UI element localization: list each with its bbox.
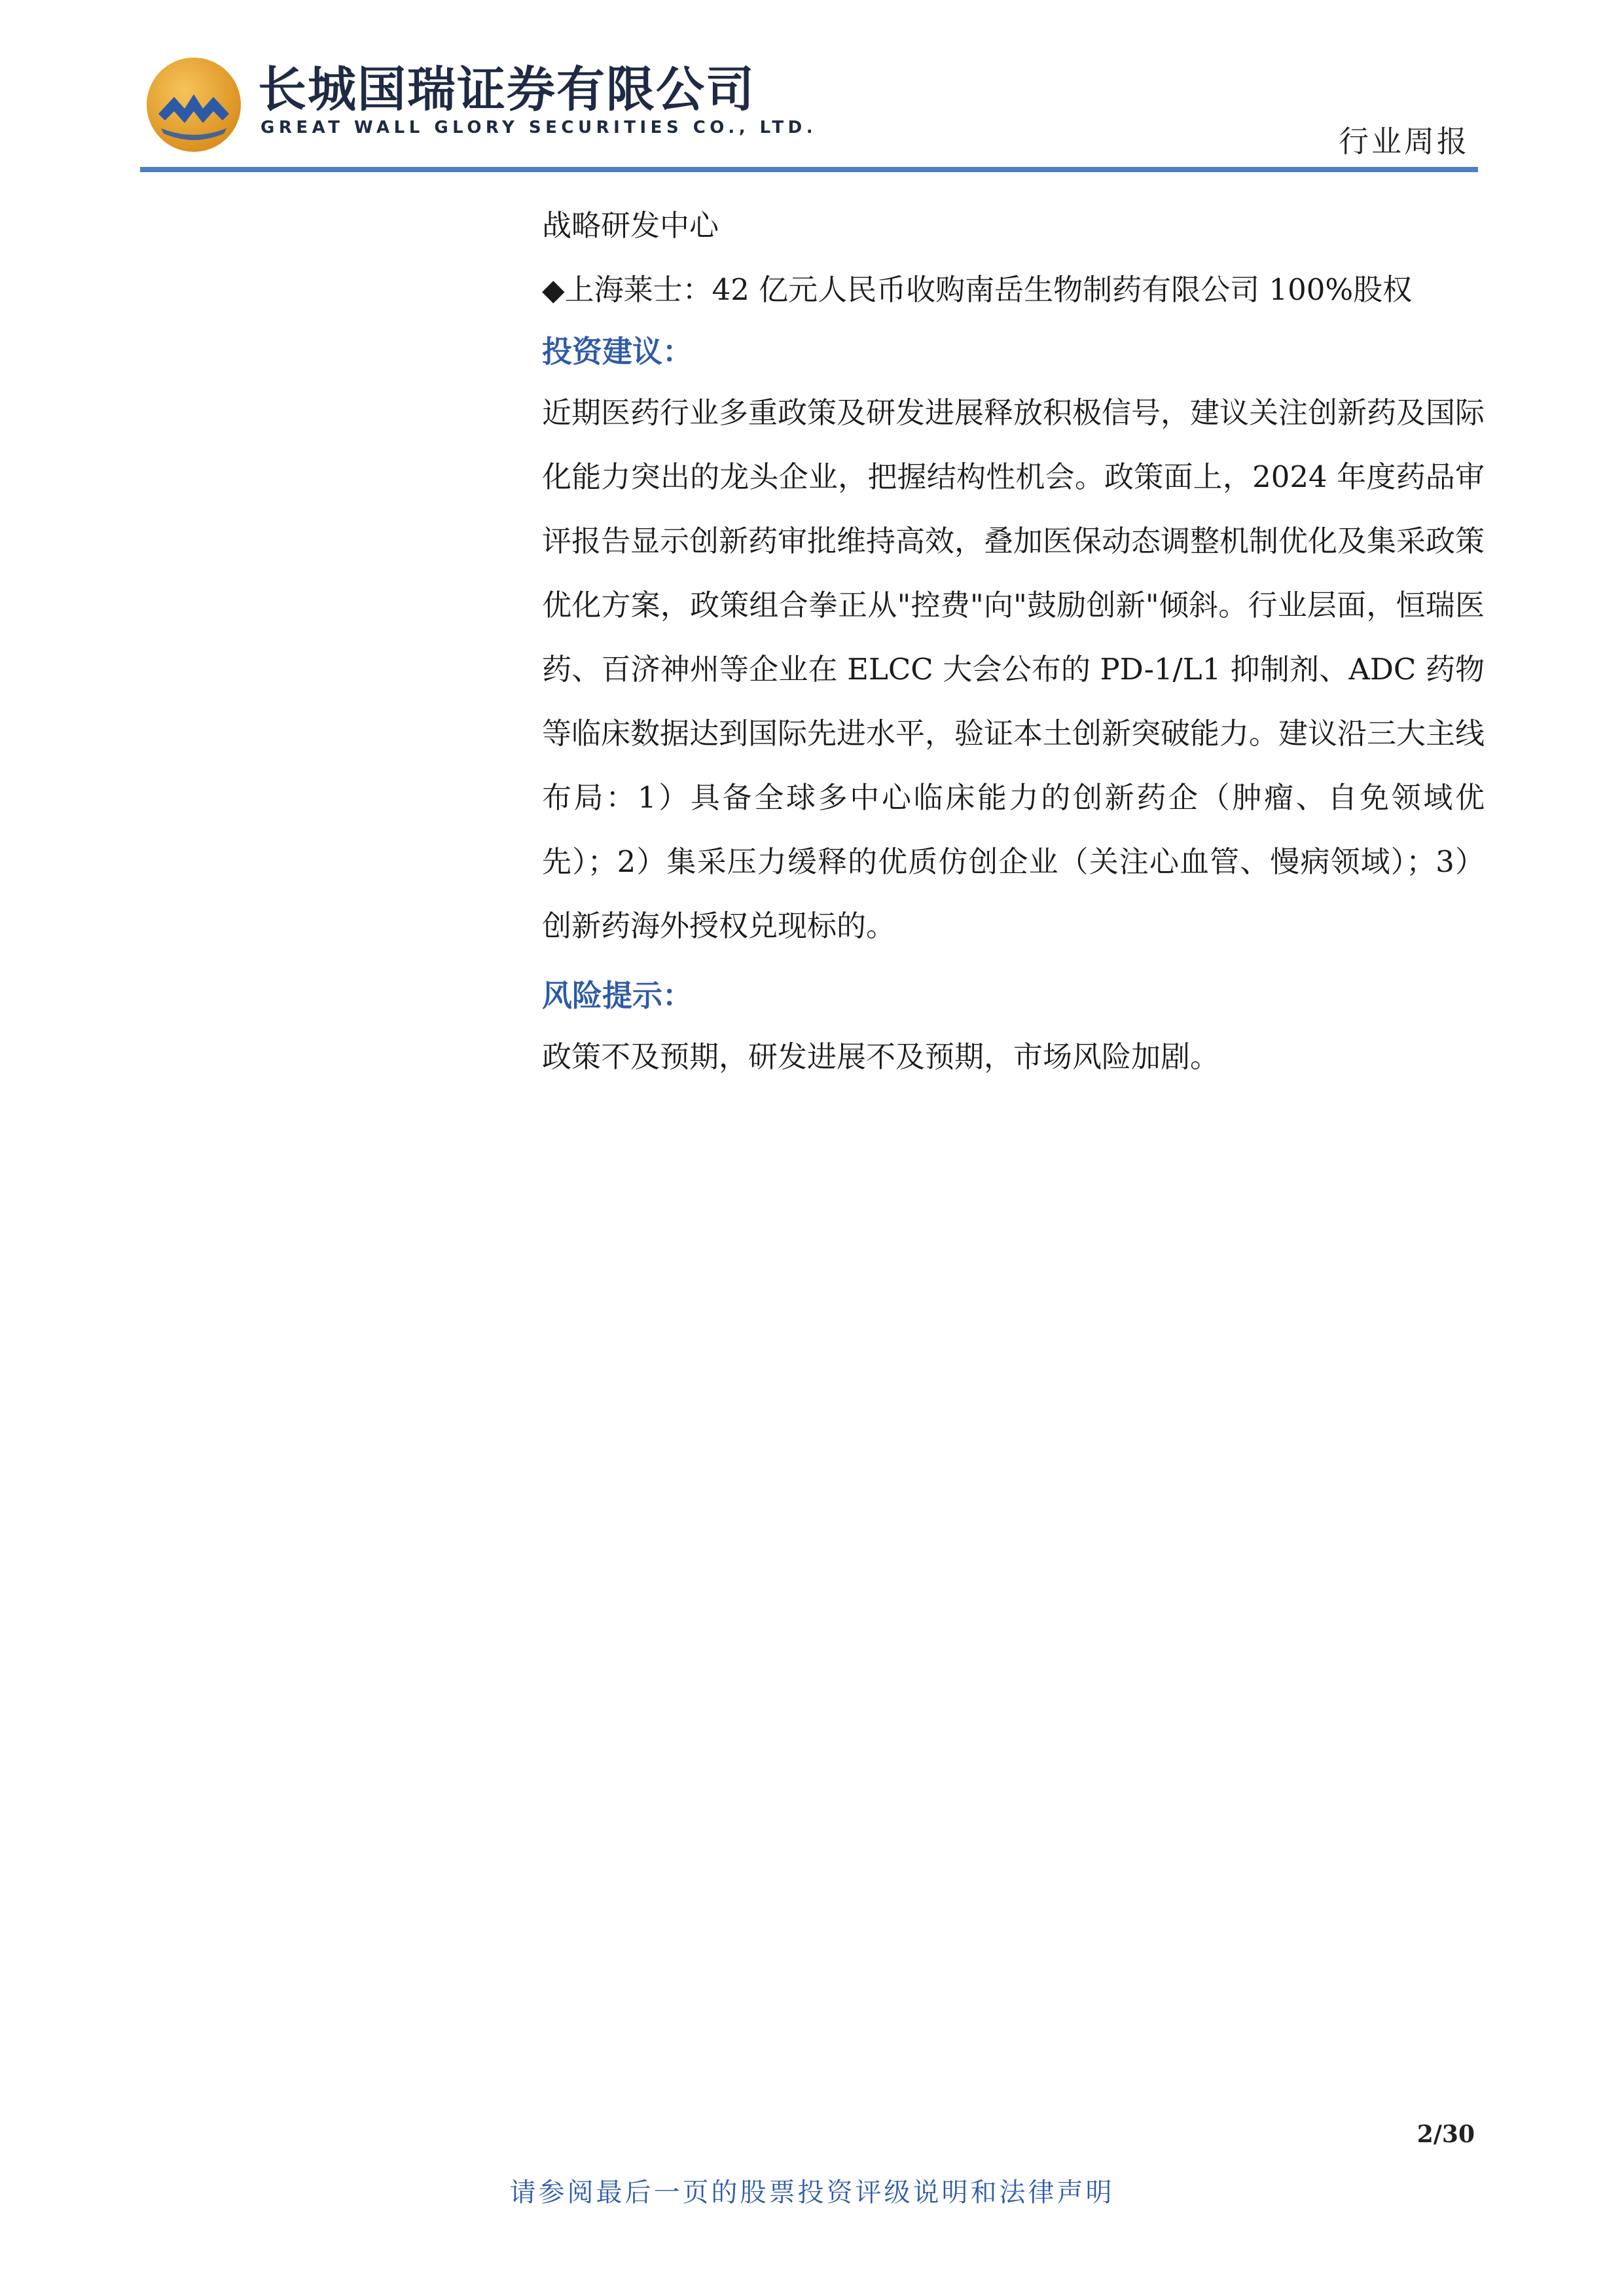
company-name-en: GREAT WALL GLORY SECURITIES CO., LTD. <box>261 118 818 137</box>
report-type: 行业周报 <box>1339 124 1470 159</box>
footer-disclaimer-link: 请参阅最后一页的股票投资评级说明和法律声明 <box>509 2178 1115 2208</box>
investment-advice-heading: 投资建议： <box>542 334 693 369</box>
company-name-cn: 长城国瑞证券有限公司 <box>258 62 755 118</box>
page-header <box>0 0 1624 177</box>
risk-warning-body: 政策不及预期，研发进展不及预期，市场风险加剧。 <box>542 1039 1220 1074</box>
risk-warning-heading: 风险提示： <box>542 978 693 1013</box>
header-divider <box>140 167 1478 172</box>
page-number: 2/30 <box>1416 2121 1475 2148</box>
investment-advice-body: 近期医药行业多重政策及研发进展释放积极信号，建议关注创新药及国际化能力突出的龙头企业，把握结构性机会。政策面上，2024 年度药品审评报告显示创新药审批维持高效，叠加医保动态调整机制优化及集采政策优化方案，政策组合拳正从"控费"向"鼓励创新"倾斜。行业层面，恒瑞医药、百济神州等企业在 ELCC 大会公布的 PD-1/L1 抑制剂、ADC 药物等临床数据达到国际先进水平，验证本土创新突破能力。建议沿三大主线布局：1）具备全球多中心临床能力的创新药企（肿瘤、自免领域优先）；2）集采压力缓释的优质仿创企业（关注心血管、慢病领域）；3）创新药海外授权兑现标的。 <box>542 395 1485 943</box>
text-line: 战略研发中心 <box>542 208 719 243</box>
news-item: ◆上海莱士：42 亿元人民币收购南岳生物制药有限公司 100%股权 <box>542 272 1413 307</box>
report-body <box>542 194 1485 1089</box>
company-logo-icon <box>145 56 242 153</box>
